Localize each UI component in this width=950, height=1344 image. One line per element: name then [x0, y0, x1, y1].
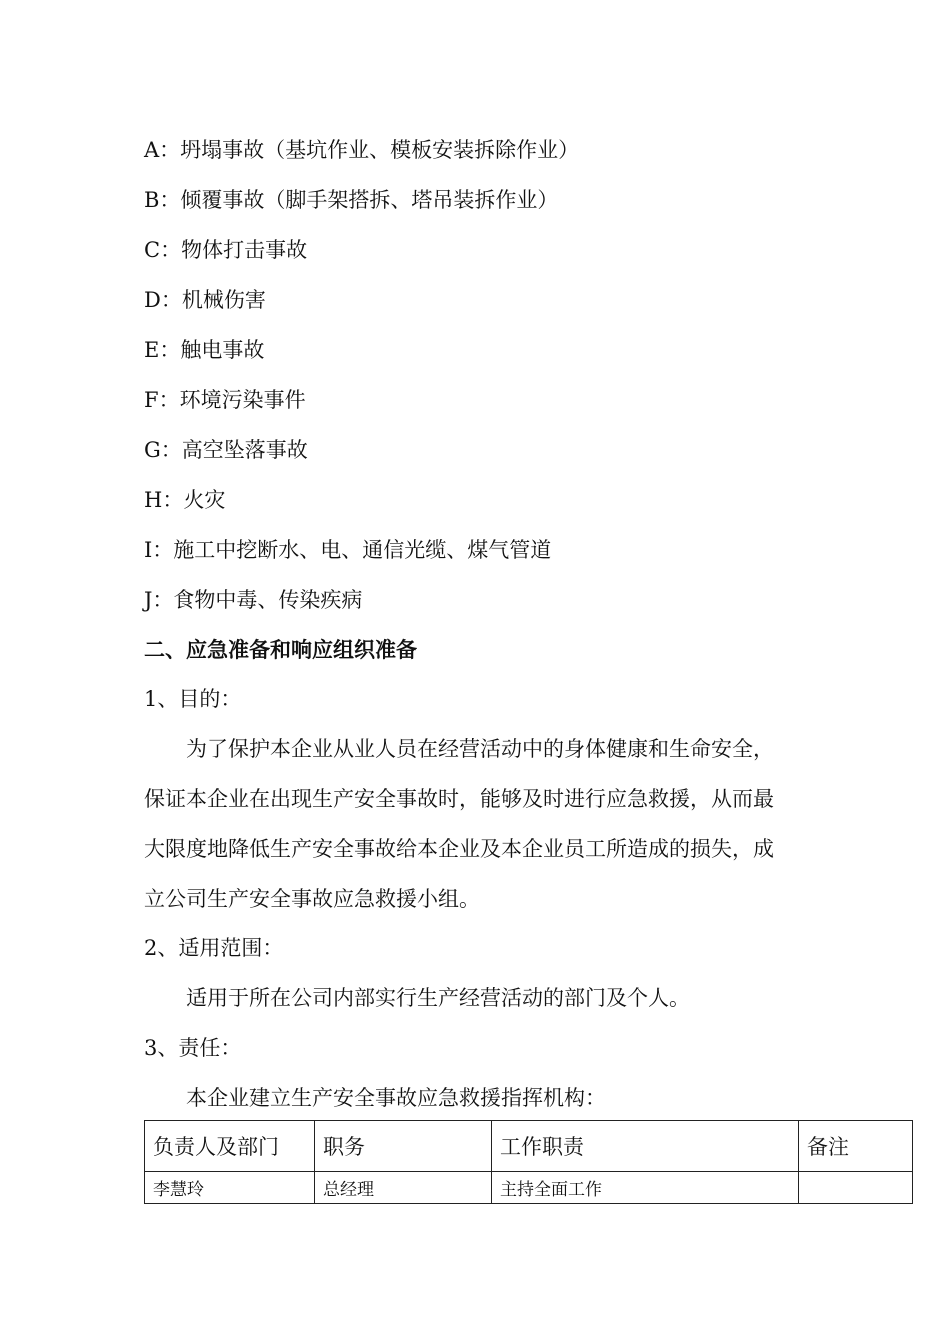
accident-type-b: B：倾覆事故（脚手架搭拆、塔吊装拆作业） [144, 188, 559, 212]
accident-type-f: F：环境污染事件 [144, 388, 306, 412]
cell-person: 李慧玲 [145, 1172, 315, 1204]
section-heading: 二、应急准备和响应组织准备 [144, 637, 417, 662]
cell-remarks [799, 1172, 913, 1204]
table-header-row [145, 1121, 913, 1172]
accident-type-c: C：物体打击事故 [144, 238, 308, 262]
cell-duties: 主持全面工作 [492, 1172, 799, 1204]
accident-type-i: I：施工中挖断水、电、通信光缆、煤气管道 [144, 538, 552, 562]
purpose-paragraph-line-2: 保证本企业在出现生产安全事故时，能够及时进行应急救援，从而最 [144, 787, 774, 811]
purpose-paragraph-line-4: 立公司生产安全事故应急救援小组。 [144, 887, 480, 911]
accident-type-a: A：坍塌事故（基坑作业、模板安装拆除作业） [144, 138, 580, 162]
accident-type-j: J：食物中毒、传染疾病 [144, 588, 363, 612]
cell-position: 总经理 [315, 1172, 492, 1204]
accident-type-d: D：机械伤害 [144, 288, 266, 312]
header-position: 职务 [315, 1121, 492, 1172]
accident-type-e: E：触电事故 [144, 338, 265, 362]
purpose-paragraph-line-3: 大限度地降低生产安全事故给本企业及本企业员工所造成的损失，成 [144, 837, 774, 861]
header-person-department: 负责人及部门 [145, 1121, 315, 1172]
accident-type-h: H：火灾 [144, 488, 226, 512]
responsibility-text: 本企业建立生产安全事故应急救援指挥机构： [186, 1086, 606, 1110]
table-row [145, 1172, 913, 1204]
scope-text: 适用于所在公司内部实行生产经营活动的部门及个人。 [186, 986, 690, 1010]
responsibility-title: 3、责任： [144, 1036, 242, 1060]
command-structure-table [144, 1120, 913, 1204]
header-remarks: 备注 [799, 1121, 913, 1172]
purpose-title: 1、目的： [144, 687, 242, 711]
header-duties: 工作职责 [492, 1121, 799, 1172]
scope-title: 2、适用范围： [144, 936, 284, 960]
accident-type-g: G：高空坠落事故 [144, 438, 308, 462]
purpose-paragraph-line-1: 为了保护本企业从业人员在经营活动中的身体健康和生命安全， [186, 737, 774, 761]
